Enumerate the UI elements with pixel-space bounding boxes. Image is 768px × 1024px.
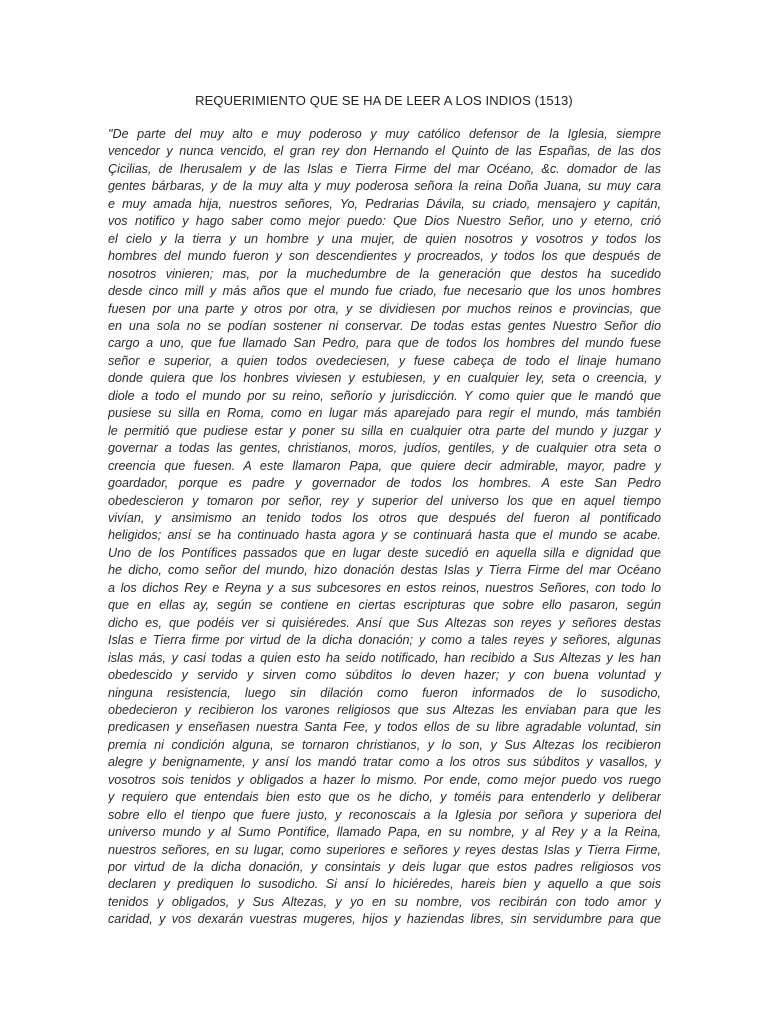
paragraph-line: vosotros sois tenidos y obligados a hazer lo mismo. Por ende, como mejor puedo vos ruego	[108, 772, 661, 787]
paragraph-line: declaren y prediquen lo susodicho. Si ansí lo hiciéredes, hareis bien y aquello a que sois	[108, 877, 661, 892]
paragraph-line: pusiese su silla en Roma, como en lugar más aparejado para regir el mundo, más también	[108, 406, 661, 421]
paragraph-line: Islas e Tierra firme por virtud de la dicha donación; y como a tales reyes y señores, algunas	[108, 633, 661, 648]
paragraph-line: cargo a uno, que fue llamado San Pedro, para que de todos los hombres del mundo fuese	[108, 336, 661, 351]
document-body	[108, 126, 661, 929]
paragraph-line: a los dichos Rey e Reyna y a sus subcesores en estos reinos, nuestros Señores, con todo lo	[108, 580, 661, 595]
paragraph-line: hombres del mundo fueron y son descendientes y procreados, y todos los que después de	[108, 249, 661, 264]
paragraph-line: islas más, y casi todas a quien esto ha seido notificado, han recibido a Sus Altezas y les han	[108, 650, 661, 665]
paragraph-line: premia ni condición alguna, se tornaron christianos, y lo son, y Sus Altezas los recibieron	[108, 737, 661, 752]
paragraph-line: vencedor y nunca vencido, el gran rey don Hernando el Quinto de las Españas, de las dos	[108, 144, 661, 159]
paragraph-line: vivían, y ansimismo an tenido todos los otros que después del fueron al pontificado	[108, 510, 661, 525]
paragraph-line: obedecieron y recibieron los varones religiosos que sus Altezas les enviaban para que les	[108, 702, 661, 717]
paragraph-line: tenidos y obligados, y Sus Altezas, y yo en su nombre, vos recibirán con todo amor y	[108, 894, 661, 909]
paragraph-line: he dicho, como señor del mundo, hizo donación destas Islas y Tierra Firme del mar Océano	[108, 563, 661, 578]
paragraph-line: heligidos; ansí se ha continuado hasta agora y se continuará hasta que el mundo se acabe.	[108, 528, 661, 543]
paragraph-line: goardador, porque es padre y governador de todos los hombres. A este San Pedro	[108, 476, 661, 491]
paragraph-line: le permitió que pudiese estar y poner su silla en cualquier otra parte del mundo y juzgar y	[108, 423, 661, 438]
paragraph-line: Uno de los Pontífices passados que en lugar deste sucedió en aquella silla e dignidad que	[108, 545, 661, 560]
paragraph-line: alegre y benignamente, y ansí los mandó tratar como a los otros sus súbditos y vasallos, y	[108, 755, 661, 770]
paragraph-line: vos notifico y hago saber como mejor puedo: Que Dios Nuestro Señor, uno y eterno, crió	[108, 214, 661, 229]
paragraph-line: desde cinco mill y más años que el mundo fue criado, fue necesario que los unos hombres	[108, 284, 661, 299]
paragraph-line: Çicilias, de Iherusalem y de las Islas e Tierra Firme del mar Océano, &c. domador de las	[108, 161, 661, 176]
paragraph-line: universo mundo y al Sumo Pontífice, llamado Papa, en su nombre, y al Rey y a la Reina,	[108, 825, 661, 840]
paragraph-line: en una sola no se podían sostener ni conservar. De todas estas gentes Nuestro Señor dio	[108, 318, 661, 333]
paragraph-line: ninguna resistencia, luego sin dilación como fueron informados de lo susodicho,	[108, 685, 661, 700]
paragraph-line: diole a todo el mundo por su reino, señorío y jurisdicción. Y como quier que le mandó que	[108, 388, 661, 403]
paragraph-line: predicasen y enseñasen nuestra Santa Fee, y todos ellos de su libre agradable voluntad, sin	[108, 720, 661, 735]
paragraph-line: señor e superior, a quien todos ovedeciesen, y fuese cabeça de todo el linaje humano	[108, 353, 661, 368]
paragraph-line: gentes bárbaras, y de la muy alta y muy poderosa señora la reina Doña Juana, su muy cara	[108, 179, 661, 194]
paragraph-line: creencia que fuesen. A este llamaron Papa, que quiere decir admirable, mayor, padre y	[108, 458, 661, 473]
paragraph-line: que en ellas ay, según se contiene en ciertas escripturas que sobre ello pasaron, según	[108, 598, 661, 613]
paragraph-line: e muy amada hija, nuestros señores, Yo, Pedrarias Dávila, su criado, mensajero y capitán,	[108, 196, 661, 211]
document-title: REQUERIMIENTO QUE SE HA DE LEER A LOS INDIOS (1513)	[195, 93, 573, 108]
paragraph-line: el cielo y la tierra y un hombre y una mujer, de quien nosotros y vosotros y todos los	[108, 231, 661, 246]
paragraph-line: caridad, y vos dexarán vuestras mugeres, hijos y haziendas libres, sin servidumbre para que	[108, 912, 661, 927]
paragraph-line: fuesen por una parte y otros por otra, y se dividiesen por muchos reinos e provincias, que	[108, 301, 661, 316]
paragraph-line: por virtud de la dicha donación, y consintais y deis lugar que estos padres religiosos vos	[108, 860, 661, 875]
paragraph-line: obedescieron y tomaron por señor, rey y superior del universo los que en aquel tiempo	[108, 493, 661, 508]
paragraph-line: dicho es, que podéis ver si quisiéredes. Ansí que Sus Altezas son reyes y señores destas	[108, 615, 661, 630]
paragraph-line: sobre ello el tienpo que fuere justo, y reconoscais a la Iglesia por señora y superiora del	[108, 807, 661, 822]
paragraph-line: nuestros señores, en su lugar, como superiores e señores y reyes destas Islas y Tierra Firme,	[108, 842, 661, 857]
paragraph-line: obedescido y servido y sirven como súbditos lo deven hazer; y con buena voluntad y	[108, 668, 661, 683]
paragraph-line: governar a todas las gentes, christianos, moros, judíos, gentiles, y de cualquier otra seta o	[108, 441, 661, 456]
paragraph-line: y requiero que entendais bien esto que os he dicho, y toméis para entenderlo y deliberar	[108, 790, 661, 805]
paragraph-line: "De parte del muy alto e muy poderoso y muy católico defensor de la Iglesia, siempre	[108, 127, 661, 141]
paragraph-line: donde quiera que los honbres viviesen y estubiesen, y en cualquier ley, seta o creencia, y	[108, 371, 661, 386]
paragraph-line: nosotros vinieren; mas, por la muchedumbre de la generación que destos ha sucedido	[108, 266, 661, 281]
